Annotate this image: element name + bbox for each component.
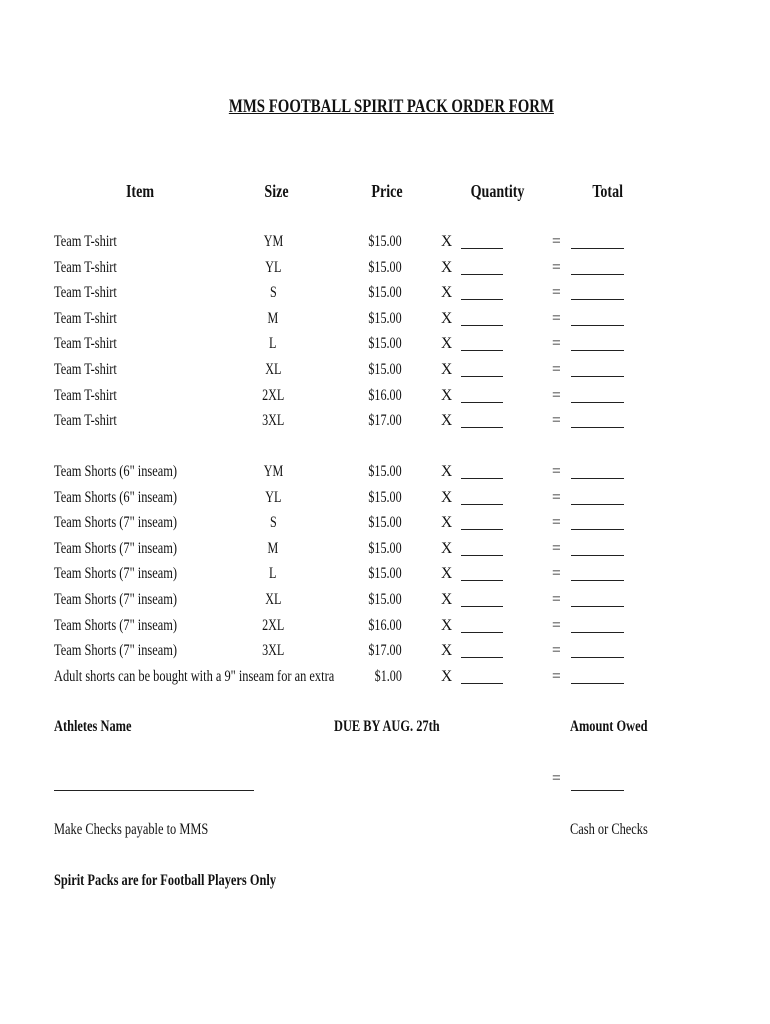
multiply-sign: X	[441, 386, 453, 404]
total-blank[interactable]	[571, 683, 624, 684]
row-item: Team Shorts (7" inseam)	[54, 616, 178, 634]
row-price: $15.00	[368, 258, 402, 276]
quantity-blank[interactable]	[461, 427, 503, 428]
quantity-blank[interactable]	[461, 555, 503, 556]
multiply-sign: X	[441, 412, 453, 430]
order-row	[0, 284, 770, 306]
multiply-sign: X	[441, 642, 453, 660]
athlete-name-blank[interactable]	[54, 790, 254, 791]
checks-payable-note: Make Checks payable to MMS	[54, 821, 209, 838]
header-price: Price	[371, 181, 403, 201]
quantity-blank[interactable]	[461, 606, 503, 607]
quantity-blank[interactable]	[461, 376, 503, 377]
equals-sign: =	[552, 463, 561, 480]
total-blank[interactable]	[571, 325, 624, 326]
equals-sign: =	[552, 642, 561, 660]
row-item: Team Shorts (6" inseam)	[54, 463, 178, 480]
row-item: Team T-shirt	[54, 309, 117, 327]
header-item: Item	[125, 181, 155, 201]
order-row	[0, 412, 770, 434]
equals-sign: =	[552, 616, 561, 634]
row-price: $17.00	[368, 412, 402, 430]
players-only-note: Spirit Packs are for Football Players Only	[54, 872, 277, 889]
row-item: Team T-shirt	[54, 335, 117, 353]
total-blank[interactable]	[571, 478, 624, 479]
header-total: Total	[592, 181, 624, 201]
row-item: Team T-shirt	[54, 284, 117, 302]
equals-sign: =	[552, 284, 561, 302]
multiply-sign: X	[441, 667, 453, 685]
order-row	[0, 489, 770, 511]
equals-sign: =	[552, 565, 561, 583]
order-row	[0, 259, 770, 281]
equals-sign: =	[552, 233, 561, 250]
equals-sign: =	[552, 309, 561, 327]
quantity-blank[interactable]	[461, 350, 503, 351]
row-price: $16.00	[368, 616, 402, 634]
equals-sign: =	[552, 539, 561, 557]
equals-sign: =	[552, 488, 561, 506]
total-blank[interactable]	[571, 580, 624, 581]
order-row	[0, 642, 770, 664]
order-row	[0, 591, 770, 613]
multiply-sign: X	[441, 361, 453, 378]
multiply-sign: X	[441, 539, 453, 557]
order-row	[0, 617, 770, 639]
row-size: XL	[264, 361, 282, 378]
row-price: $15.00	[368, 233, 402, 250]
row-price: $15.00	[368, 591, 402, 608]
row-size: YL	[264, 258, 282, 276]
quantity-blank[interactable]	[461, 632, 503, 633]
row-item: Team T-shirt	[54, 258, 117, 276]
payment-method-note: Cash or Checks	[570, 821, 648, 838]
total-blank[interactable]	[571, 657, 624, 658]
multiply-sign: X	[441, 233, 453, 250]
equals-sign: =	[552, 335, 561, 353]
multiply-sign: X	[441, 514, 453, 532]
equals-sign: =	[552, 514, 561, 532]
row-item: Team Shorts (6" inseam)	[54, 488, 178, 506]
order-row	[0, 361, 770, 383]
row-item: Team T-shirt	[54, 386, 117, 404]
row-item: Team Shorts (7" inseam)	[54, 565, 178, 583]
row-price: $15.00	[368, 463, 402, 480]
row-price: $15.00	[368, 284, 402, 302]
header-size: Size	[264, 181, 289, 201]
multiply-sign: X	[441, 309, 453, 327]
total-blank[interactable]	[571, 555, 624, 556]
total-blank[interactable]	[571, 529, 624, 530]
row-item: Team T-shirt	[54, 233, 117, 250]
row-price: $15.00	[368, 361, 402, 378]
row-size: M	[267, 539, 279, 557]
total-blank[interactable]	[571, 248, 624, 249]
row-size: YL	[264, 488, 282, 506]
quantity-blank[interactable]	[461, 274, 503, 275]
quantity-blank[interactable]	[461, 325, 503, 326]
order-row	[0, 310, 770, 332]
total-blank[interactable]	[571, 402, 624, 403]
multiply-sign: X	[441, 258, 453, 276]
row-price: $1.00	[374, 667, 402, 685]
total-blank[interactable]	[571, 606, 624, 607]
row-size: 2XL	[261, 386, 285, 404]
order-row	[0, 233, 770, 255]
row-price: $15.00	[368, 565, 402, 583]
row-price: $15.00	[368, 488, 402, 506]
row-size: L	[269, 335, 277, 353]
equals-sign: =	[552, 667, 561, 685]
athletes-name-label: Athletes Name	[54, 718, 132, 735]
row-item: Team T-shirt	[54, 412, 117, 430]
quantity-blank[interactable]	[461, 683, 503, 684]
quantity-blank[interactable]	[461, 478, 503, 479]
amount-owed-label: Amount Owed	[570, 718, 648, 735]
order-row	[0, 540, 770, 562]
row-size: 3XL	[261, 642, 285, 660]
multiply-sign: X	[441, 591, 453, 608]
multiply-sign: X	[441, 463, 453, 480]
equals-sign: =	[552, 591, 561, 608]
order-row	[0, 387, 770, 409]
row-price: $17.00	[368, 642, 402, 660]
total-blank[interactable]	[571, 350, 624, 351]
row-price: $15.00	[368, 335, 402, 353]
row-item: Team Shorts (7" inseam)	[54, 539, 178, 557]
amount-owed-blank[interactable]	[571, 790, 624, 791]
total-blank[interactable]	[571, 632, 624, 633]
quantity-blank[interactable]	[461, 299, 503, 300]
row-size: 3XL	[261, 412, 285, 430]
order-row	[0, 565, 770, 587]
quantity-blank[interactable]	[461, 248, 503, 249]
row-size	[240, 668, 306, 686]
row-price: $15.00	[368, 539, 402, 557]
amount-owed-equals: =	[552, 770, 561, 787]
total-blank[interactable]	[571, 299, 624, 300]
multiply-sign: X	[441, 616, 453, 634]
row-size: YM	[263, 463, 283, 480]
quantity-blank[interactable]	[461, 402, 503, 403]
order-row	[0, 668, 770, 690]
total-blank[interactable]	[571, 504, 624, 505]
form-title: MMS FOOTBALL SPIRIT PACK ORDER FORM	[228, 96, 554, 117]
due-date-label: DUE BY AUG. 27th	[334, 718, 440, 735]
row-item: Team Shorts (7" inseam)	[54, 642, 178, 660]
row-price: $16.00	[368, 386, 402, 404]
multiply-sign: X	[441, 284, 453, 302]
equals-sign: =	[552, 361, 561, 378]
row-size: L	[269, 565, 277, 583]
order-row	[0, 335, 770, 357]
row-size: S	[269, 514, 277, 532]
row-price: $15.00	[368, 309, 402, 327]
row-size: XL	[264, 591, 282, 608]
order-row	[0, 463, 770, 485]
row-size: 2XL	[261, 616, 285, 634]
row-size: YM	[263, 233, 283, 250]
total-blank[interactable]	[571, 427, 624, 428]
header-quantity: Quantity	[470, 181, 525, 201]
equals-sign: =	[552, 386, 561, 404]
row-item: Team Shorts (7" inseam)	[54, 591, 178, 608]
row-item: Adult shorts can be bought with a 9" inseam for an extra	[54, 667, 335, 685]
total-blank[interactable]	[571, 376, 624, 377]
equals-sign: =	[552, 412, 561, 430]
total-blank[interactable]	[571, 274, 624, 275]
row-size: M	[267, 309, 279, 327]
order-row	[0, 514, 770, 536]
multiply-sign: X	[441, 565, 453, 583]
quantity-blank[interactable]	[461, 504, 503, 505]
row-size: S	[269, 284, 277, 302]
multiply-sign: X	[441, 335, 453, 353]
quantity-blank[interactable]	[461, 580, 503, 581]
row-item: Team T-shirt	[54, 361, 117, 378]
quantity-blank[interactable]	[461, 529, 503, 530]
quantity-blank[interactable]	[461, 657, 503, 658]
equals-sign: =	[552, 258, 561, 276]
row-price: $15.00	[368, 514, 402, 532]
multiply-sign: X	[441, 488, 453, 506]
row-item: Team Shorts (7" inseam)	[54, 514, 178, 532]
